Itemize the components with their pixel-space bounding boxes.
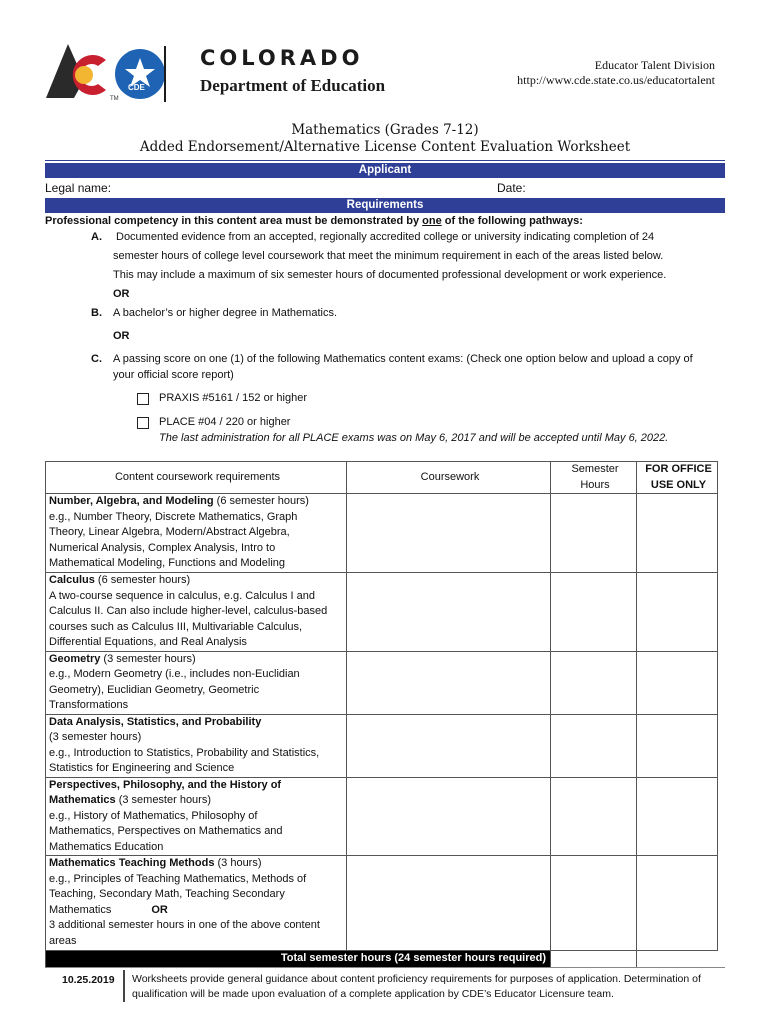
req-desc: 3 additional semester hours in one of the above content (49, 919, 320, 931)
coursework-table (45, 461, 718, 968)
coursework-cell[interactable] (347, 777, 551, 856)
footer-line1: Worksheets provide general guidance about content proficiency requirements for purposes of application. Determination of (132, 973, 701, 985)
table-header-row (46, 462, 718, 494)
req-desc: Numerical Analysis, Complex Analysis, Intro to (49, 541, 276, 554)
req-number-algebra (46, 494, 347, 573)
office-cell (637, 494, 718, 573)
logo-department: Department of Education (200, 76, 386, 95)
office-cell (637, 777, 718, 856)
total-office-cell (637, 951, 718, 968)
req-hours: (3 semester hours) (115, 794, 212, 806)
req-hours: (3 semester hours) (100, 652, 196, 665)
req-or: OR (151, 903, 168, 916)
requirements-intro (45, 214, 583, 230)
col-content-requirements: Content coursework requirements (46, 462, 347, 494)
pathway-a-line3: This may include a maximum of six semester hours of documented professional development or work experience. (113, 269, 667, 281)
req-desc: e.g., Introduction to Statistics, Probability and Statistics, (49, 746, 320, 759)
praxis-option-label: PRAXIS #5161 / 152 or higher (159, 392, 307, 404)
intro-one: one (422, 215, 442, 227)
applicant-bar: Applicant (45, 163, 725, 178)
office-cell (637, 573, 718, 652)
logo-wordmark: COLORADO (200, 46, 364, 70)
req-title: Number, Algebra, and Modeling (49, 495, 214, 507)
date-label: Date: (497, 181, 526, 195)
place-option-label: PLACE #04 / 220 or higher (159, 416, 291, 428)
hours-cell[interactable] (551, 777, 637, 856)
col4-line1: FOR OFFICE (645, 463, 712, 475)
division-name: Educator Talent Division (594, 58, 715, 72)
req-title: Geometry (49, 652, 101, 665)
req-desc: Theory, Linear Algebra, Modern/Abstract Algebra, (49, 526, 290, 538)
footer-date: 10.25.2019 (62, 974, 115, 986)
req-desc: Mathematical Modeling, Functions and Modeling (49, 557, 286, 569)
intro-pre: Professional competency in this content area must be demonstrated by (45, 215, 423, 227)
req-desc: courses such as Calculus III, Multivariable Calculus, (49, 620, 303, 633)
footer-divider (123, 970, 125, 1002)
or-1: OR (113, 288, 130, 300)
pathway-c-line1: A passing score on one (1) of the following Mathematics content exams: (Check one option below and upload a copy of (113, 353, 693, 365)
table-row (46, 651, 718, 714)
hours-cell[interactable] (551, 651, 637, 714)
or-2: OR (113, 330, 130, 342)
col-coursework: Coursework (347, 462, 551, 494)
legal-name-label: Legal name: (45, 181, 112, 195)
req-title: Calculus (49, 574, 95, 586)
req-title: Mathematics (49, 794, 116, 806)
coursework-cell[interactable] (347, 714, 551, 777)
page-title: Mathematics (Grades 7-12) (291, 122, 479, 138)
col3-line2: Hours (580, 478, 610, 491)
hours-cell[interactable] (551, 573, 637, 652)
req-teaching-methods (46, 856, 347, 951)
req-desc: areas (49, 934, 77, 947)
req-desc: Differential Equations, and Real Analysis (49, 636, 247, 648)
requirements-bar: Requirements (45, 198, 725, 213)
req-geometry (46, 651, 347, 714)
division-url[interactable]: http://www.cde.state.co.us/educatortalent (517, 73, 715, 87)
req-title: Perspectives, Philosophy, and the History of (49, 778, 282, 791)
req-desc: Calculus II. Can also include higher-level, calculus-based (49, 605, 328, 617)
req-desc: e.g., Number Theory, Discrete Mathematics, Graph (49, 510, 298, 523)
pathway-c-line2: your official score report) (113, 369, 234, 381)
col4-line2: USE ONLY (650, 478, 707, 491)
logo-badge: CDE (128, 83, 145, 92)
req-hours: (6 semester hours) (94, 574, 191, 586)
coursework-cell[interactable] (347, 494, 551, 573)
hours-cell[interactable] (551, 714, 637, 777)
req-hours: (3 hours) (214, 857, 262, 869)
footer-line2: qualification will be made upon evaluation of a complete application by CDE’s Educator Licensure team. (132, 988, 614, 1000)
req-desc: A two-course sequence in calculus, e.g. Calculus I and (49, 589, 315, 602)
req-desc: Mathematics (49, 903, 112, 916)
table-row (46, 856, 718, 951)
coursework-cell[interactable] (347, 573, 551, 652)
req-desc: (3 semester hours) (49, 731, 142, 743)
req-desc: e.g., History of Mathematics, Philosophy of (49, 809, 258, 822)
req-desc: e.g., Principles of Teaching Mathematics, Methods of (49, 872, 307, 885)
place-checkbox[interactable] (137, 417, 149, 429)
col-office-use (637, 462, 718, 494)
table-row (46, 573, 718, 652)
req-desc: Geometry), Euclidian Geometry, Geometric (49, 683, 260, 696)
intro-post: of the following pathways: (441, 215, 583, 227)
footer-rule (45, 967, 725, 968)
coursework-cell[interactable] (347, 651, 551, 714)
req-calculus (46, 573, 347, 652)
office-cell (637, 651, 718, 714)
col-semester-hours (551, 462, 637, 494)
req-title: Mathematics Teaching Methods (49, 857, 215, 869)
office-cell (637, 856, 718, 951)
req-desc: Statistics for Engineering and Science (49, 762, 235, 774)
req-data-analysis (46, 714, 347, 777)
pathway-a-line1: Documented evidence from an accepted, regionally accredited college or university indicating completion of 24 (116, 231, 655, 243)
req-desc: Transformations (49, 699, 129, 711)
pathway-c-letter: C. (91, 353, 102, 365)
total-label: Total semester hours (24 semester hours required) (46, 951, 551, 968)
pathway-a-line2: semester hours of college level coursework that meet the minimum requirement in each of the areas listed below. (113, 250, 664, 262)
page-subtitle: Added Endorsement/Alternative License Content Evaluation Worksheet (139, 139, 631, 155)
pathway-a-letter: A. (91, 231, 102, 243)
place-note: The last administration for all PLACE exams was on May 6, 2017 and will be accepted until May 6, 2022. (159, 432, 669, 444)
req-perspectives (46, 777, 347, 856)
colorado-mountain-logo-icon (44, 40, 194, 108)
office-cell (637, 714, 718, 777)
req-desc: Mathematics, Perspectives on Mathematics and (49, 825, 283, 837)
total-hours-cell[interactable] (551, 951, 637, 968)
praxis-checkbox[interactable] (137, 393, 149, 405)
coursework-cell[interactable] (347, 856, 551, 951)
logo-tm: TM (110, 96, 119, 102)
req-desc: Teaching, Secondary Math, Teaching Secondary (49, 888, 285, 900)
table-row (46, 777, 718, 856)
req-title: Data Analysis, Statistics, and Probability (49, 715, 262, 728)
req-desc: Mathematics Education (49, 840, 164, 853)
total-row (46, 951, 718, 968)
req-hours: (6 semester hours) (213, 495, 309, 507)
applicant-top-rule (45, 160, 725, 161)
pathway-b-letter: B. (91, 307, 102, 319)
table-row (46, 494, 718, 573)
col3-line1: Semester (571, 463, 619, 475)
req-desc: e.g., Modern Geometry (i.e., includes non-Euclidian (49, 668, 300, 680)
table-row (46, 714, 718, 777)
pathway-b-text: A bachelor’s or higher degree in Mathematics. (113, 307, 337, 319)
hours-cell[interactable] (551, 494, 637, 573)
hours-cell[interactable] (551, 856, 637, 951)
cde-logo (44, 40, 194, 108)
